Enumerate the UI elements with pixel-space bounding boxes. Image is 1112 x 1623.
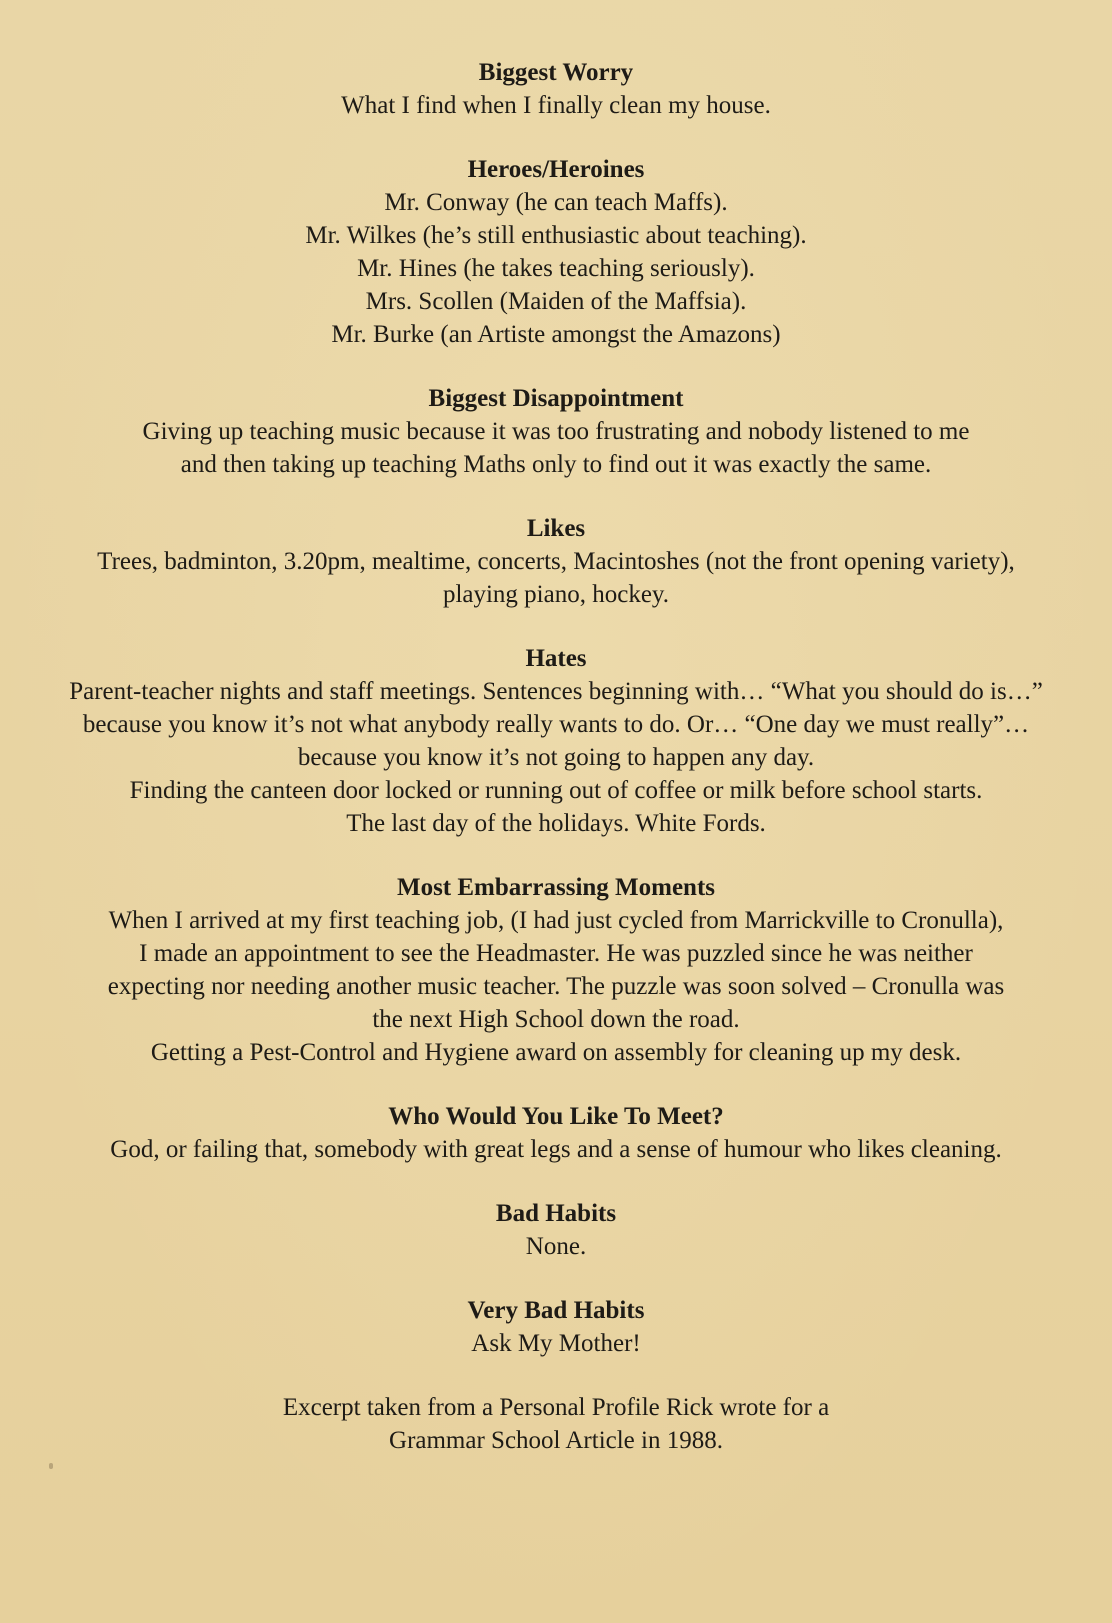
section-line: Ask My Mother! bbox=[471, 1330, 641, 1357]
section-heading: Hates bbox=[525, 645, 587, 672]
section-line: expecting nor needing another music teacher. The puzzle was soon solved – Cronulla was bbox=[107, 973, 1005, 1000]
section-line: Parent-teacher nights and staff meetings. Sentences beginning with… “What you should do is…” bbox=[69, 678, 1043, 705]
section-very-bad-habits bbox=[0, 1294, 1112, 1360]
section-likes bbox=[0, 512, 1112, 611]
section-heading: Likes bbox=[526, 515, 586, 542]
section-line: Mr. Burke (an Artiste amongst the Amazons) bbox=[331, 321, 781, 348]
section-line: and then taking up teaching Maths only to find out it was exactly the same. bbox=[180, 451, 932, 478]
section-line: the next High School down the road. bbox=[372, 1006, 740, 1033]
section-line: When I arrived at my first teaching job, (I had just cycled from Marrickville to Cronulla), bbox=[108, 907, 1004, 934]
section-line: because you know it’s not going to happen any day. bbox=[297, 744, 815, 771]
section-heading: Most Embarrassing Moments bbox=[396, 874, 716, 901]
section-line: I made an appointment to see the Headmaster. He was puzzled since he was neither bbox=[139, 940, 973, 967]
section-line: None. bbox=[525, 1233, 587, 1260]
section-heroes-heroines bbox=[0, 153, 1112, 351]
section-line: Mr. Conway (he can teach Maffs). bbox=[384, 189, 728, 216]
section-bad-habits bbox=[0, 1197, 1112, 1263]
section-line: Mr. Hines (he takes teaching seriously). bbox=[357, 255, 755, 282]
section-hates bbox=[0, 642, 1112, 840]
paper-speck bbox=[49, 1463, 53, 1469]
section-line: The last day of the holidays. White Fords. bbox=[346, 810, 766, 837]
section-who-would-you-like-to-meet bbox=[0, 1100, 1112, 1166]
section-line: Giving up teaching music because it was too frustrating and nobody listened to me bbox=[142, 418, 970, 445]
section-line: playing piano, hockey. bbox=[442, 581, 670, 608]
section-heading: Bad Habits bbox=[495, 1200, 617, 1227]
excerpt-line: Grammar School Article in 1988. bbox=[389, 1427, 723, 1454]
section-line: What I find when I finally clean my house. bbox=[341, 92, 771, 119]
section-line: Mrs. Scollen (Maiden of the Maffsia). bbox=[365, 288, 747, 315]
section-line: God, or failing that, somebody with great legs and a sense of humour who likes cleaning. bbox=[110, 1136, 1002, 1163]
section-line: because you know it’s not what anybody really wants to do. Or… “One day we must really”… bbox=[82, 711, 1030, 738]
section-line: Mr. Wilkes (he’s still enthusiastic about teaching). bbox=[305, 222, 807, 249]
section-heading: Biggest Disappointment bbox=[428, 385, 684, 412]
section-heading: Very Bad Habits bbox=[467, 1297, 645, 1324]
section-line: Trees, badminton, 3.20pm, mealtime, concerts, Macintoshes (not the front opening variety), bbox=[97, 548, 1015, 575]
section-heading: Who Would You Like To Meet? bbox=[388, 1103, 724, 1130]
section-line: Finding the canteen door locked or running out of coffee or milk before school starts. bbox=[129, 777, 983, 804]
section-biggest-worry bbox=[0, 56, 1112, 122]
section-heading: Heroes/Heroines bbox=[467, 156, 645, 183]
profile-content bbox=[0, 56, 1112, 1457]
section-biggest-disappointment bbox=[0, 382, 1112, 481]
section-most-embarrassing-moments bbox=[0, 871, 1112, 1069]
section-heading: Biggest Worry bbox=[478, 59, 634, 86]
excerpt-line: Excerpt taken from a Personal Profile Rick wrote for a bbox=[282, 1394, 830, 1421]
section-line: Getting a Pest-Control and Hygiene award on assembly for cleaning up my desk. bbox=[150, 1039, 962, 1066]
excerpt-note bbox=[0, 1391, 1112, 1457]
